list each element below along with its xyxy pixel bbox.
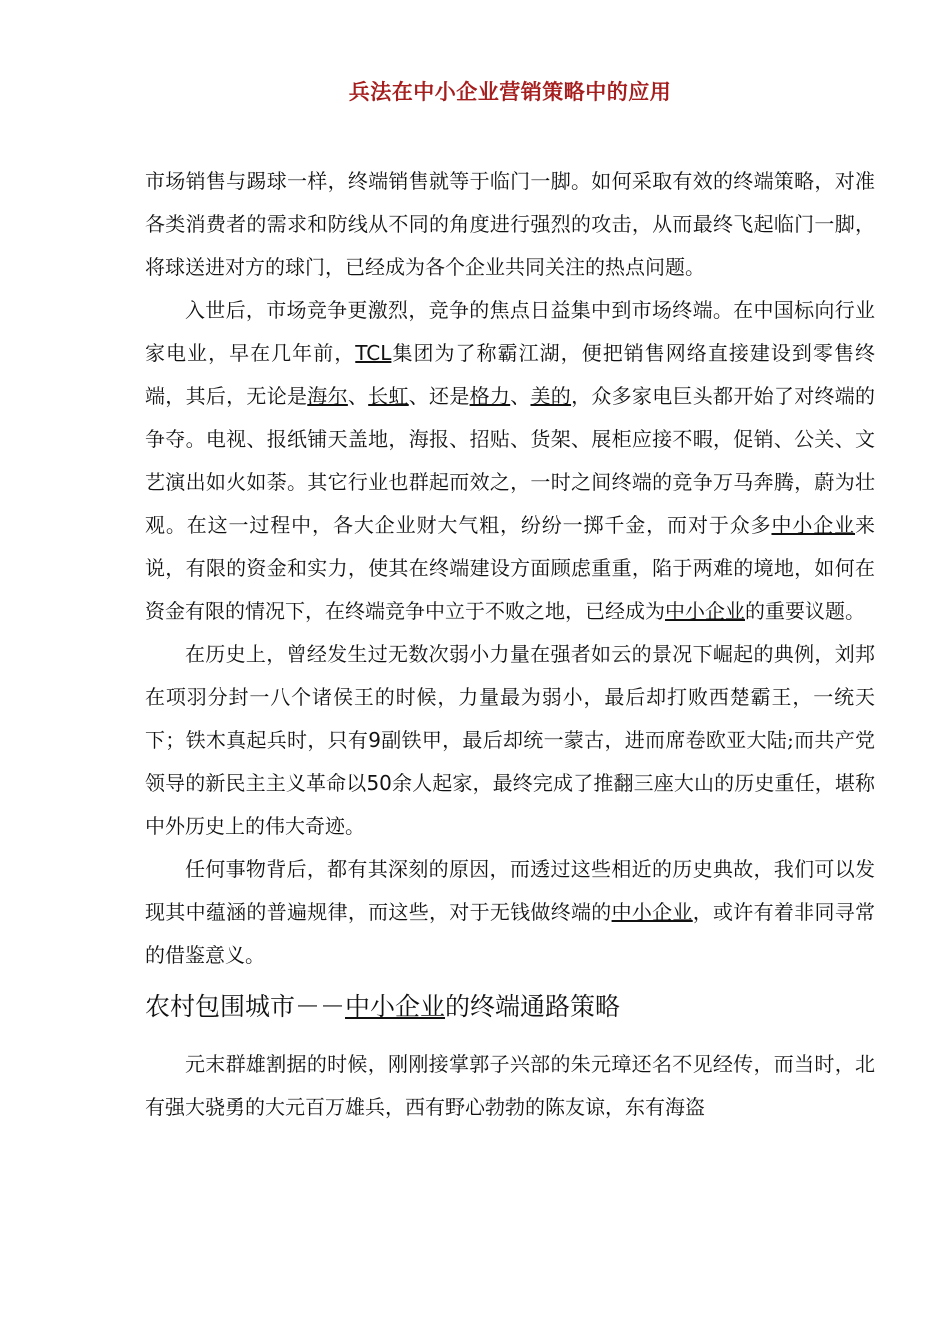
link-haier[interactable]: 海尔 xyxy=(307,384,348,408)
paragraph-lessons xyxy=(145,848,875,977)
number-text: 9 xyxy=(368,728,381,752)
link-changhong[interactable]: 长虹 xyxy=(368,384,409,408)
number-text: 50 xyxy=(366,771,392,795)
section-heading xyxy=(145,987,875,1027)
link-gree[interactable]: 格力 xyxy=(469,384,511,408)
document-title: 兵法在中小企业营销策略中的应用 xyxy=(348,79,672,104)
paragraph-text: ，或许有着非同寻常的借鉴意义。 xyxy=(145,900,876,967)
link-sme[interactable]: 中小企业 xyxy=(665,599,745,623)
paragraph-text: ，众多家电巨头都开始了对终端的争夺。电视、报纸铺天盖地，海报、招贴、货架、展柜应接不暇，促销、公关、文艺演出如火如荼。其它行业也群起而效之，一时之间终端的竞争万马奔腾，蔚为壮观。在这一过程中，各大企业财大气粗，纷纷一掷千金，而对于众多 xyxy=(145,384,876,537)
paragraph-text: 集团为了称霸江湖，便把销售网络直接建设到零售终端，其后，无论是 xyxy=(145,341,876,408)
link-midea[interactable]: 美的 xyxy=(530,384,572,408)
paragraph-text: 来说，有限的资金和实力，使其在终端建设方面顾虑重重，陷于两难的境地，如何在资金有限的情况下，在终端竞争中立于不败之地，已经成为 xyxy=(145,513,876,623)
paragraph-text: 余人起家，最终完成了推翻三座大山的历史重任，堪称中外历史上的伟大奇迹。 xyxy=(145,771,876,838)
link-tcl[interactable]: TCL xyxy=(355,341,392,365)
paragraph-text: 、还是 xyxy=(408,384,470,408)
paragraph-text: 任何事物背后，都有其深刻的原因，而透过这些相近的历史典故，我们可以发现其中蕴涵的普遍规律，而这些，对于无钱做终端的 xyxy=(145,857,875,924)
paragraph-wto-competition xyxy=(145,289,875,633)
paragraph-text: 、 xyxy=(510,384,531,408)
paragraph-text: 副铁甲，最后却统一蒙古，进而席卷欧亚大陆;而共产党领导的新民主主义革命以 xyxy=(145,728,875,795)
document-body xyxy=(145,160,875,1129)
paragraph-text: 入世后，市场竞争更激烈，竞争的焦点日益集中到市场终端。在中国标向行业家电业，早在几年前， xyxy=(145,298,875,365)
paragraph-history xyxy=(145,633,875,848)
paragraph-text: 、 xyxy=(347,384,369,408)
link-sme[interactable]: 中小企业 xyxy=(345,992,446,1021)
link-sme[interactable]: 中小企业 xyxy=(611,900,693,924)
paragraph-text: 在历史上，曾经发生过无数次弱小力量在强者如云的景况下崛起的典例，刘邦在项羽分封一八个诸侯王的时候，力量最为弱小，最后却打败西楚霸王，一统天下；铁木真起兵时，只有 xyxy=(145,642,875,752)
heading-text: 农村包围城市－－ xyxy=(145,992,346,1021)
paragraph-intro: 市场销售与踢球一样，终端销售就等于临门一脚。如何采取有效的终端策略，对准各类消费者的需求和防线从不同的角度进行强烈的攻击，从而最终飞起临门一脚，将球送进对方的球门，已经成为各个企业共同关注的热点问题。 xyxy=(145,169,875,279)
paragraph-text: 的重要议题。 xyxy=(745,599,865,623)
link-sme[interactable]: 中小企业 xyxy=(771,513,856,537)
paragraph-yuan-dynasty: 元末群雄割据的时候，刚刚接掌郭子兴部的朱元璋还名不见经传，而当时，北有强大骁勇的大元百万雄兵，西有野心勃勃的陈友谅，东有海盗 xyxy=(145,1052,875,1119)
heading-text: 的终端通路策略 xyxy=(445,992,621,1021)
